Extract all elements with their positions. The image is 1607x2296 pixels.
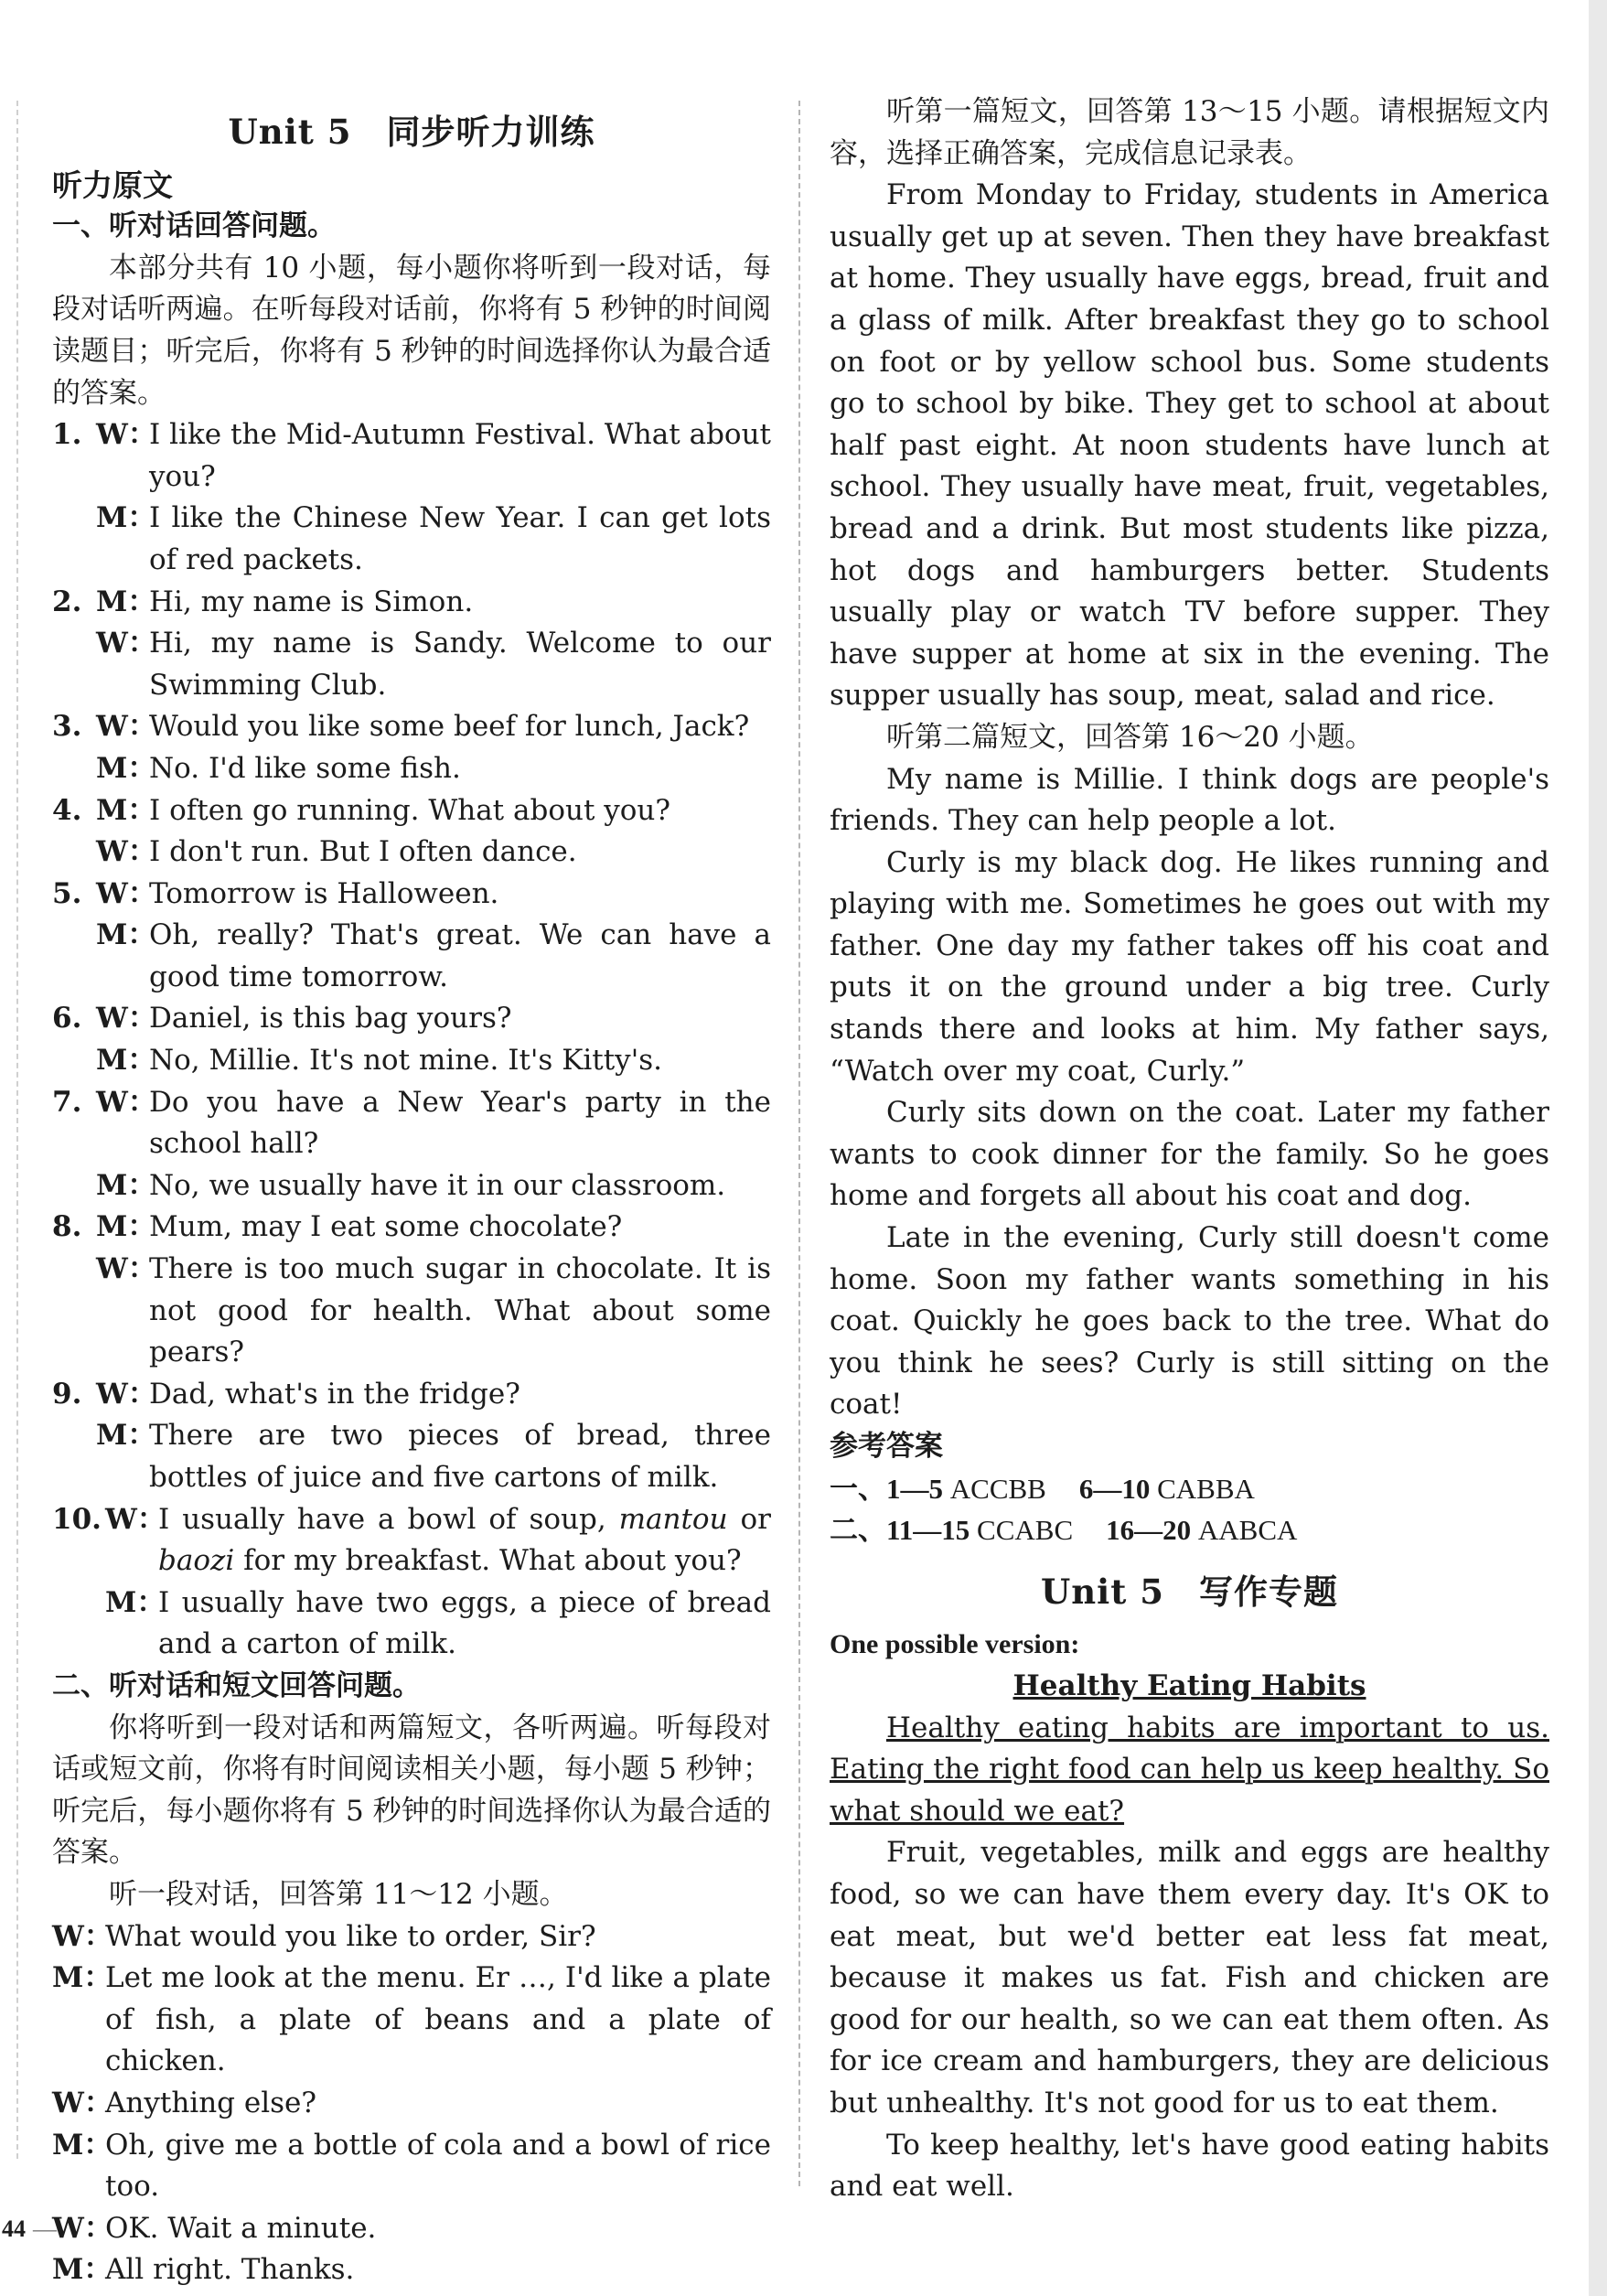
dialogue-text: All right. Thanks. xyxy=(105,2253,355,2287)
dialogue-text: Daniel, is this bag yours? xyxy=(149,1002,512,1035)
dialogue-text: OK. Wait a minute. xyxy=(105,2211,377,2245)
essay-conclusion: To keep healthy, let's have good eating habits and eat well. xyxy=(830,2128,1549,2204)
dialogue-text: I usually have a bowl of soup, mantou or baozi for my breakfast. What about you? xyxy=(158,1502,771,1578)
dialogue-text: Oh, give me a bottle of cola and a bowl of rice too. xyxy=(105,2128,771,2204)
dialogue-number: 2. xyxy=(52,585,82,618)
dialogue-text: No. I'd like some fish. xyxy=(149,751,461,785)
dialogue-text: I often go running. What about you? xyxy=(149,793,671,827)
essay-body: Fruit, vegetables, milk and eggs are healthy food, so we can have them every day. It's OK to eat meat, but we'd better eat less fat meat, because it makes us fat. Fish and chicken are good for our health, so we can eat them often. As for ice cream and hamburgers, they are delicious but unhealthy. It's not good for us to eat them. xyxy=(830,1836,1549,2119)
dialogue-text: I usually have two eggs, a piece of bread and a carton of milk. xyxy=(158,1585,771,1661)
passage2-paragraph: Curly sits down on the coat. Later my father wants to cook dinner for the family. So he goes home and forgets all about his coat and dog. xyxy=(830,1096,1549,1213)
part2-intro: 你将听到一段对话和两篇短文，各听两遍。听每段对话或短文前，你将有时间阅读相关小题，每小题 5 秒钟；听完后，每小题你将有 5 秒钟的时间选择你认为最合适的答案。 xyxy=(52,1711,771,1870)
speaker-label: M： xyxy=(96,751,156,785)
speaker-label: W： xyxy=(96,418,156,452)
listening-original-heading: 听力原文 xyxy=(52,166,173,203)
dialogue-3-line xyxy=(52,706,771,748)
speaker-label: W： xyxy=(105,1502,166,1536)
part2-heading: 二、听对话和短文回答问题。 xyxy=(52,1668,421,1702)
page-footer xyxy=(2,2216,57,2243)
left-margin-rule xyxy=(16,101,18,2159)
answers-part2: 二、11—15 CCABC 16—20 AABCA xyxy=(830,1514,1298,1547)
order-dialogue-line xyxy=(52,2208,771,2250)
dialogue-text: Hi, my name is Sandy. Welcome to our Swimming Club. xyxy=(149,627,771,702)
dialogue-number: 3. xyxy=(52,710,82,744)
dialogue-text: I like the Chinese New Year. I can get lots of red packets. xyxy=(149,501,771,576)
dialogue-text: Do you have a New Year's party in the school hall? xyxy=(149,1085,771,1161)
speaker-label: M： xyxy=(96,1168,156,1202)
speaker-label: M： xyxy=(52,1961,112,1995)
dialogue-text: Would you like some beef for lunch, Jack? xyxy=(149,710,750,744)
dialogue-text: Dad, what's in the fridge? xyxy=(149,1377,520,1411)
dialogue-2-line xyxy=(52,623,771,706)
speaker-label: W： xyxy=(52,2086,112,2119)
dialogue-text: Mum, may I eat some chocolate? xyxy=(149,1210,623,1244)
dialogue-4-line xyxy=(52,831,771,874)
dialogue-list xyxy=(52,414,771,1498)
part1-heading: 一、听对话回答问题。 xyxy=(52,209,336,243)
order-dialogue-line xyxy=(52,2125,771,2208)
dialogue-2-line xyxy=(52,582,771,624)
dialogue-5-line xyxy=(52,915,771,998)
dialogue-text: Hi, my name is Simon. xyxy=(149,585,474,618)
page-dash: — xyxy=(33,2216,57,2242)
dialogue-text: I like the Mid-Autumn Festival. What about you? xyxy=(149,418,771,493)
dialogue-text: Let me look at the menu. Er …, I'd like a plate of fish, a plate of beans and a plate of chicken. xyxy=(105,1961,771,2078)
speaker-label: M： xyxy=(52,2128,112,2162)
dialogue-number: 1. xyxy=(52,418,82,452)
speaker-label: M： xyxy=(96,918,156,952)
left-column xyxy=(52,91,771,2291)
speaker-label: M： xyxy=(105,1585,166,1619)
writing-unit-title: Unit 5 写作专题 xyxy=(1041,1571,1338,1612)
dialogue-number: 9. xyxy=(52,1377,82,1411)
passage1-text: From Monday to Friday, students in America usually get up at seven. Then they have breakfast at home. They usually have eggs, bread, fruit and a glass of milk. After breakfast they go to school on foot or by yellow school bus. Some students go to school by bike. They get to school at about half past eight. At noon students have lunch at school. They usually have meat, fruit, vegetables, bread and a drink. But most students like pizza, hot dogs and hamburgers better. Students usually play or watch TV before supper. They have supper at home at six in the evening. The supper usually has soup, meat, salad and rice. xyxy=(830,178,1549,713)
dialogue-text: No, Millie. It's not mine. It's Kitty's. xyxy=(149,1044,662,1078)
dialogue-text: Tomorrow is Halloween. xyxy=(149,876,499,910)
order-dialogue-line xyxy=(52,1958,771,2083)
listening-unit-title: Unit 5 同步听力训练 xyxy=(228,112,595,152)
speaker-label: W： xyxy=(96,1377,156,1411)
passage1-intro: 听第一篇短文，回答第 13～15 小题。请根据短文内容，选择正确答案，完成信息记录表。 xyxy=(830,95,1549,170)
speaker-label: W： xyxy=(96,627,156,660)
dialogue-text: What would you like to order, Sir? xyxy=(105,1919,596,1953)
dialogue-text: Anything else? xyxy=(105,2086,317,2119)
speaker-label: W： xyxy=(96,1252,156,1286)
dialogue-number: 8. xyxy=(52,1210,82,1244)
speaker-label: M： xyxy=(96,1210,156,1244)
dialogue-8-line xyxy=(52,1249,771,1374)
dialogue-9-line xyxy=(52,1374,771,1416)
passage2-paragraph: My name is Millie. I think dogs are people's friends. They can help people a lot. xyxy=(830,762,1549,838)
speaker-label: W： xyxy=(96,876,156,910)
speaker-label: M： xyxy=(52,2253,112,2287)
speaker-label: M： xyxy=(96,501,156,535)
dialogue-10-m xyxy=(52,1583,771,1666)
dialogue-1-line xyxy=(52,498,771,581)
speaker-label: M： xyxy=(96,793,156,827)
speaker-label: W： xyxy=(52,1919,112,1953)
dialogue-5-line xyxy=(52,874,771,916)
essay-title: Healthy Eating Habits xyxy=(1012,1668,1366,1702)
passage2-text xyxy=(830,759,1549,1427)
dialogue-7-line xyxy=(52,1165,771,1207)
page-edge xyxy=(1589,0,1607,2296)
essay-intro: Healthy eating habits are important to us. Eating the right food can help us keep healthy. So what should we eat? xyxy=(830,1711,1549,1828)
dialogue-text: There are two pieces of bread, three bottles of juice and five cartons of milk. xyxy=(149,1419,771,1494)
speaker-label: W： xyxy=(96,1085,156,1119)
answers-part1: 一、1—5 ACCBB 6—10 CABBA xyxy=(830,1472,1255,1505)
dialogue-text: Oh, really? That's great. We can have a good time tomorrow. xyxy=(149,918,771,993)
dialogue-text: No, we usually have it in our classroom. xyxy=(149,1168,726,1202)
part1-intro: 本部分共有 10 小题，每小题你将听到一段对话，每段对话听两遍。在听每段对话前，你将有 5 秒钟的时间阅读题目；听完后，你将有 5 秒钟的时间选择你认为最合适的答案。 xyxy=(52,251,771,410)
right-column xyxy=(830,91,1549,2208)
dialogue-8-line xyxy=(52,1207,771,1249)
dialogue-10-w xyxy=(52,1499,771,1583)
answers-heading: 参考答案 xyxy=(830,1430,943,1463)
speaker-label: W： xyxy=(96,710,156,744)
dialogue-number: 6. xyxy=(52,1002,82,1035)
passage2-intro: 听第二篇短文，回答第 16～20 小题。 xyxy=(886,720,1374,754)
passage2-paragraph: Late in the evening, Curly still doesn't come home. Soon my father wants something in his coat. Quickly he goes back to the tree. What do you think he sees? Curly is still sitting on the coat! xyxy=(830,1221,1549,1422)
dialogue-number: 5. xyxy=(52,876,82,910)
dialogue-6-line xyxy=(52,1040,771,1082)
speaker-label: M： xyxy=(96,1419,156,1453)
dialogue-number: 7. xyxy=(52,1085,82,1119)
dialogue-6-line xyxy=(52,998,771,1040)
order-dialogue-line xyxy=(52,1916,771,1958)
page-number: 44 xyxy=(2,2216,26,2242)
dialogue-number: 10. xyxy=(52,1502,102,1536)
passage2-paragraph: Curly is my black dog. He likes running and playing with me. Sometimes he goes out with my father. One day my father takes off his coat and puts it on the ground under a big tree. Curly stands there and looks at him. My father says, “Watch over my coat, Curly.” xyxy=(830,845,1549,1088)
dialogue-number: 4. xyxy=(52,793,82,827)
dialogue11-intro: 听一段对话，回答第 11～12 小题。 xyxy=(109,1877,568,1911)
dialogue-text: I don't run. But I often dance. xyxy=(149,835,577,869)
speaker-label: M： xyxy=(96,585,156,618)
dialogue-3-line xyxy=(52,748,771,790)
dialogue-7-line xyxy=(52,1082,771,1165)
column-divider xyxy=(798,101,800,2186)
speaker-label: W： xyxy=(52,2211,112,2245)
dialogue-text: There is too much sugar in chocolate. It is not good for health. What about some pears? xyxy=(149,1252,771,1369)
speaker-label: M： xyxy=(96,1044,156,1078)
writing-label: One possible version: xyxy=(830,1629,1080,1660)
dialogue-4-line xyxy=(52,790,771,832)
order-dialogue-line xyxy=(52,2083,771,2125)
speaker-label: W： xyxy=(96,1002,156,1035)
dialogue-1-line xyxy=(52,414,771,498)
dialogue-9-line xyxy=(52,1415,771,1498)
dialogue-11-12 xyxy=(52,1916,771,2291)
speaker-label: W： xyxy=(96,835,156,869)
order-dialogue-line xyxy=(52,2249,771,2291)
